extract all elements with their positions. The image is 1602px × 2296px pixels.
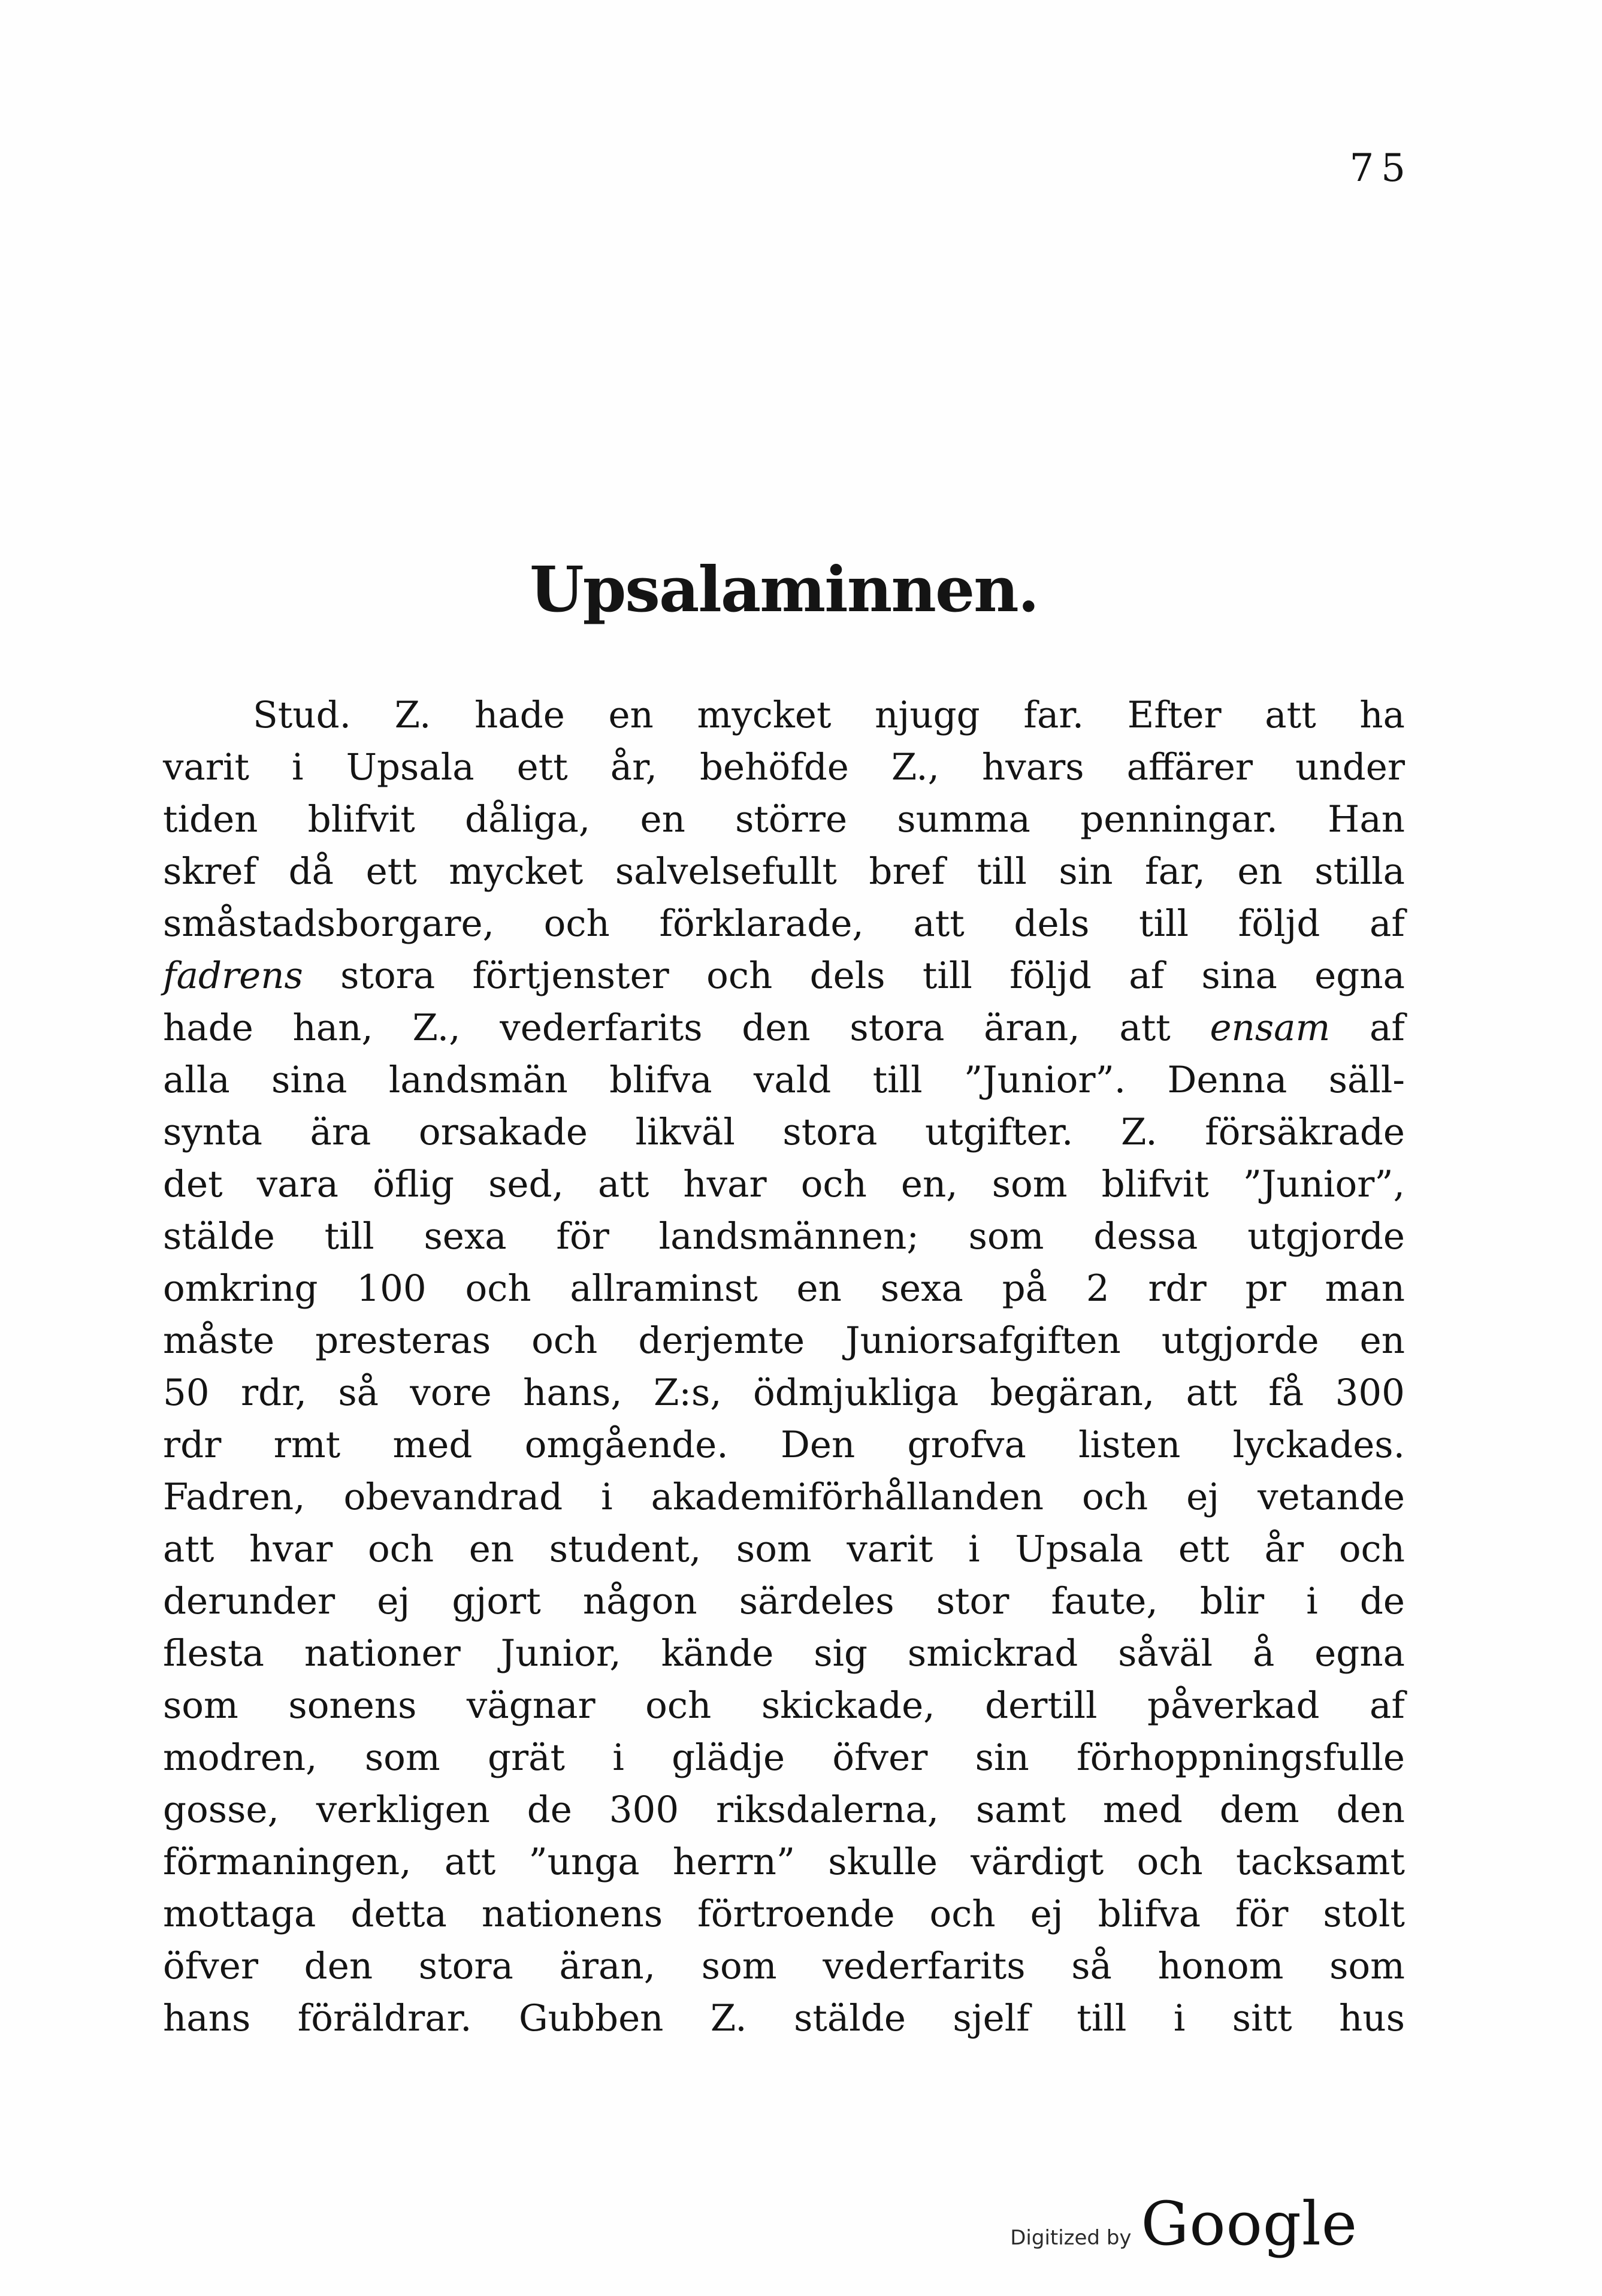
body-text [163, 689, 1405, 2044]
text-line [163, 1679, 1405, 1732]
text-line [163, 1836, 1405, 1888]
text-line [163, 1054, 1405, 1106]
text-line [163, 898, 1405, 950]
text-segment: flesta nationer Junior, kände sig smickrad såväl å egna [163, 1632, 1405, 1675]
text-segment: småstadsborgare, och förklarade, att dels till följd af [163, 902, 1405, 945]
text-line [163, 1888, 1405, 1940]
text-line [163, 1627, 1405, 1679]
text-line [163, 1002, 1405, 1054]
text-segment: skref då ett mycket salvelsefullt bref till sin far, en stilla [163, 850, 1405, 893]
text-segment: mottaga detta nationens förtroende och ej blifva för stolt [163, 1893, 1405, 1935]
text-line [163, 1158, 1405, 1210]
text-line [163, 1523, 1405, 1575]
text-line [163, 689, 1405, 741]
text-line [163, 1106, 1405, 1158]
text-segment: modren, som grät i glädje öfver sin förhoppningsfulle [163, 1736, 1405, 1779]
text-segment: öfver den stora äran, som vederfarits så honom som [163, 1945, 1405, 1987]
text-line [163, 1471, 1405, 1523]
text-segment: att hvar och en student, som varit i Upsala ett år och [163, 1528, 1405, 1570]
text-segment: Fadren, obevandrad i akademiförhållanden och ej vetande [163, 1476, 1405, 1518]
text-segment: alla sina landsmän blifva vald till ”Junior”. Denna säll- [163, 1059, 1405, 1101]
text-segment: omkring 100 och allraminst en sexa på 2 rdr pr man [163, 1267, 1405, 1310]
text-segment: gosse, verkligen de 300 riksdalerna, samt med dem den [163, 1789, 1405, 1831]
text-segment: hade han, Z., vederfarits den stora äran, att [163, 1007, 1210, 1049]
google-logo: Google [1141, 2189, 1358, 2259]
text-segment: af [1330, 1007, 1405, 1049]
text-segment: förmaningen, att ”unga herrn” skulle värdigt och tacksamt [163, 1841, 1405, 1883]
text-line [163, 950, 1405, 1002]
text-line [163, 1210, 1405, 1262]
text-line [163, 1732, 1405, 1784]
text-segment: varit i Upsala ett år, behöfde Z., hvars affärer under [163, 746, 1405, 789]
text-line [163, 1784, 1405, 1836]
text-line [163, 845, 1405, 898]
text-line [163, 1940, 1405, 1992]
text-line [163, 793, 1405, 845]
text-segment: tiden blifvit dåliga, en större summa penningar. Han [163, 798, 1405, 841]
text-segment: som sonens vägnar och skickade, dertill påverkad af [163, 1684, 1405, 1727]
text-line [163, 1315, 1405, 1367]
text-segment: synta ära orsakade likväl stora utgifter. Z. försäkrade [163, 1111, 1405, 1153]
digitized-by-label: Digitized by [1010, 2226, 1132, 2250]
text-segment: rdr rmt med omgående. Den grofva listen lyckades. [163, 1424, 1405, 1466]
text-segment: stora förtjenster och dels till följd af sina egna [303, 954, 1405, 997]
text-segment: Stud. Z. hade en mycket njugg far. Efter att ha [253, 694, 1405, 736]
page-number: 75 [1349, 146, 1413, 191]
text-segment: hans föräldrar. Gubben Z. stälde sjelf till i sitt hus [163, 1997, 1405, 2040]
text-segment: derunder ej gjort någon särdeles stor faute, blir i de [163, 1580, 1405, 1623]
italic-text: ensam [1210, 1007, 1331, 1049]
digitization-footer [1010, 2189, 1358, 2259]
text-line [163, 1367, 1405, 1419]
text-line [163, 1575, 1405, 1627]
page-title: Upsalaminnen. [529, 552, 1038, 626]
text-segment: det vara öflig sed, att hvar och en, som blifvit ”Junior”, [163, 1163, 1405, 1206]
text-line [163, 1992, 1405, 2044]
text-segment: 50 rdr, så vore hans, Z:s, ödmjukliga begäran, att få 300 [163, 1371, 1405, 1414]
text-segment: måste presteras och derjemte Juniorsafgiften utgjorde en [163, 1319, 1405, 1362]
italic-text: fadrens [163, 954, 303, 997]
text-segment: stälde till sexa för landsmännen; som dessa utgjorde [163, 1215, 1405, 1258]
text-line [163, 1419, 1405, 1471]
text-line [163, 1262, 1405, 1315]
text-line [163, 741, 1405, 793]
